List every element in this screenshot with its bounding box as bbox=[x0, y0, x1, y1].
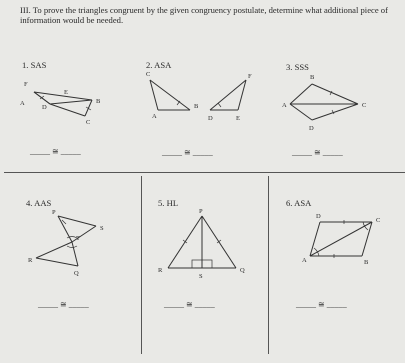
problem-5-label: 5. HL bbox=[158, 198, 179, 208]
vertex-label: D bbox=[42, 104, 47, 111]
segment bbox=[58, 216, 96, 226]
angle-mark bbox=[62, 220, 66, 224]
segment bbox=[72, 242, 78, 266]
angle-mark bbox=[67, 246, 77, 248]
vertex-label: D bbox=[309, 125, 314, 132]
segment bbox=[310, 222, 372, 256]
vertex-label: R bbox=[158, 267, 163, 274]
right-angle-mark bbox=[192, 260, 202, 268]
vertex-label: B bbox=[194, 103, 199, 110]
instructions bbox=[20, 5, 398, 25]
problem-6-figure bbox=[290, 210, 390, 270]
vertex-label: Q bbox=[74, 270, 79, 277]
problem-2-figure bbox=[146, 70, 256, 130]
vertex-label: Q bbox=[240, 267, 245, 274]
column-divider-left bbox=[141, 176, 142, 354]
tick-mark bbox=[218, 103, 221, 107]
problem-1-label: 1. SAS bbox=[22, 60, 47, 70]
segment bbox=[150, 80, 190, 110]
answer-blank-3[interactable]: _____ ≅ _____ bbox=[292, 148, 343, 157]
vertex-label: B bbox=[310, 74, 315, 81]
vertex-label: P bbox=[199, 208, 203, 215]
problem-6-label: 6. ASA bbox=[286, 198, 312, 208]
vertex-label: C bbox=[146, 71, 151, 78]
segment bbox=[238, 80, 246, 110]
answer-blank-2[interactable]: _____ ≅ _____ bbox=[162, 148, 213, 157]
row-divider bbox=[4, 172, 405, 173]
right-angle-mark bbox=[202, 260, 212, 268]
vertex-label: E bbox=[236, 115, 240, 122]
answer-blank-5[interactable]: _____ ≅ _____ bbox=[164, 300, 215, 309]
answer-blank-6[interactable]: _____ ≅ _____ bbox=[296, 300, 347, 309]
problem-3-label: 3. SSS bbox=[286, 62, 309, 72]
segment bbox=[85, 100, 92, 116]
vertex-label: E bbox=[64, 89, 68, 96]
vertex-label: F bbox=[248, 73, 252, 80]
answer-blank-1[interactable]: _____ ≅ _____ bbox=[30, 147, 81, 156]
vertex-label: S bbox=[199, 273, 203, 280]
vertex-label: T bbox=[76, 235, 80, 242]
answer-blank-4[interactable]: _____ ≅ _____ bbox=[38, 300, 89, 309]
segment bbox=[290, 84, 312, 104]
problem-4-figure bbox=[22, 210, 122, 278]
vertex-label: A bbox=[302, 257, 307, 264]
vertex-label: C bbox=[376, 217, 381, 224]
vertex-label: A bbox=[152, 113, 157, 120]
vertex-label: F bbox=[24, 81, 28, 88]
problem-5-figure bbox=[150, 210, 260, 282]
vertex-label: R bbox=[28, 257, 33, 264]
vertex-label: P bbox=[52, 209, 56, 216]
segment bbox=[50, 104, 85, 116]
problem-2-label: 2. ASA bbox=[146, 60, 172, 70]
section-number: III. bbox=[20, 5, 31, 15]
vertex-label: B bbox=[364, 259, 369, 266]
segment bbox=[58, 216, 72, 242]
segment bbox=[36, 258, 78, 266]
segment bbox=[50, 100, 92, 104]
segment bbox=[290, 104, 312, 120]
segment bbox=[36, 242, 72, 258]
vertex-label: D bbox=[208, 115, 213, 122]
segment bbox=[312, 84, 358, 104]
vertex-label: S bbox=[100, 225, 104, 232]
vertex-label: C bbox=[362, 102, 367, 109]
problem-4-label: 4. AAS bbox=[26, 198, 52, 208]
vertex-label: C bbox=[86, 119, 91, 126]
segment bbox=[312, 104, 358, 120]
segment bbox=[210, 80, 246, 110]
vertex-label: A bbox=[282, 102, 287, 109]
problem-3-figure bbox=[282, 74, 382, 136]
vertex-label: A bbox=[20, 100, 25, 107]
column-divider-right bbox=[268, 176, 269, 354]
problem-1-figure bbox=[20, 72, 115, 132]
instruction-text: To prove the triangles congruent by the given congruency postulate, determine what additional piece of information would be needed. bbox=[20, 5, 388, 25]
vertex-label: B bbox=[96, 98, 101, 105]
vertex-label: D bbox=[316, 213, 321, 220]
